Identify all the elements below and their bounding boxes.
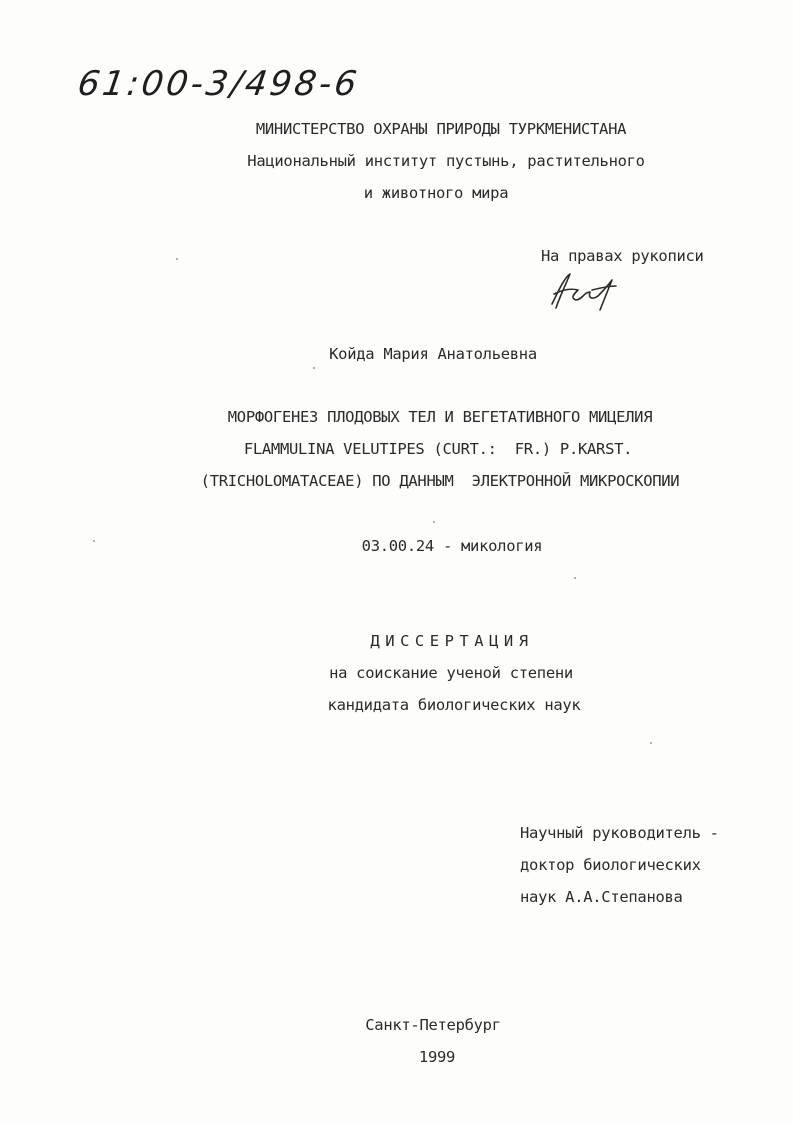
dissertation-heading: ДИССЕРТАЦИЯ — [370, 632, 534, 650]
scan-speck — [93, 540, 95, 542]
institute-line-1: Национальный институт пустынь, растительного — [247, 152, 645, 170]
title-line-2: FLAMMULINA VELUTIPES (CURT.: FR.) P.KARST. — [243, 440, 633, 458]
scan-speck — [313, 367, 315, 369]
supervisor-line-3: наук А.А.Степанова — [520, 888, 683, 906]
degree-line-2: кандидата биологических наук — [327, 696, 581, 714]
year: 1999 — [418, 1048, 456, 1066]
scan-speck — [176, 258, 178, 260]
specialty-code: 03.00.24 - микология — [361, 537, 543, 555]
signature-image — [548, 270, 618, 312]
city: Санкт-Петербург — [365, 1016, 501, 1034]
institute-line-2: и животного мира — [363, 184, 509, 202]
scan-speck — [650, 742, 652, 744]
ministry-line: МИНИСТЕРСТВО ОХРАНЫ ПРИРОДЫ ТУРКМЕНИСТАНА — [255, 120, 627, 138]
archive-number: 61:00-3/498-6 — [75, 64, 362, 104]
author-name: Койда Мария Анатольевна — [329, 345, 537, 363]
degree-line-1: на соискание ученой степени — [329, 664, 573, 682]
title-line-1: МОРФОГЕНЕЗ ПЛОДОВЫХ ТЕЛ И ВЕГЕТАТИВНОГО МИЦЕЛИЯ — [227, 408, 653, 426]
scan-speck — [574, 577, 576, 579]
supervisor-line-1: Научный руководитель - — [520, 824, 719, 842]
rights-note: На правах рукописи — [541, 247, 704, 265]
title-line-3: (TRICHOLOMATACEAE) ПО ДАННЫМ ЭЛЕКТРОННОЙ МИКРОСКОПИИ — [200, 472, 680, 490]
supervisor-line-2: доктор биологических — [520, 856, 701, 874]
scan-speck — [433, 521, 435, 523]
